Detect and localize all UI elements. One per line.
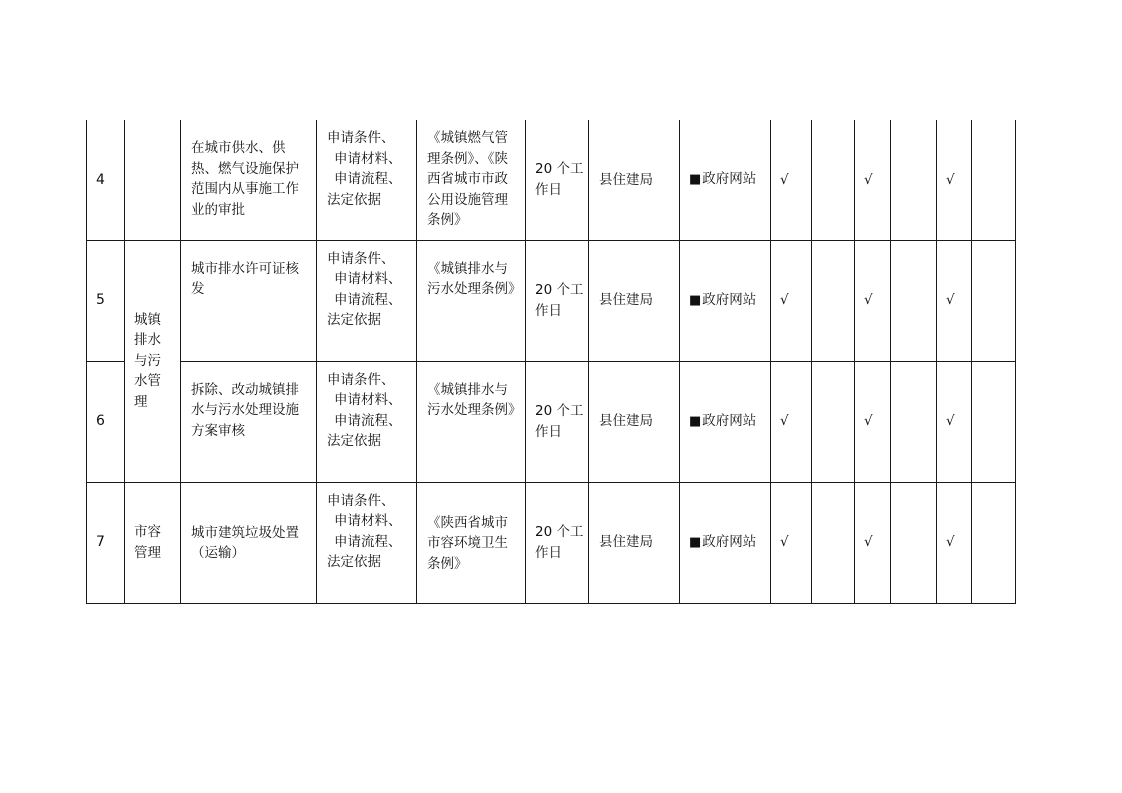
material-line: 申请条件、 bbox=[327, 371, 395, 388]
material-line: 申请流程、 bbox=[334, 171, 402, 187]
checkmark-a: √ bbox=[771, 482, 812, 603]
checkmark-b: √ bbox=[855, 361, 891, 482]
channel: 政府网站 bbox=[702, 291, 757, 308]
material-line: 申请流程、 bbox=[334, 291, 402, 308]
material-line: 法定依据 bbox=[327, 312, 381, 328]
empty-cell bbox=[891, 361, 937, 482]
materials-cell bbox=[317, 240, 417, 361]
channel-cell bbox=[680, 240, 771, 361]
materials-cell bbox=[317, 120, 417, 240]
legal-basis-cell bbox=[417, 482, 526, 603]
legal-basis: 《城镇排水与污水处理条例》 bbox=[427, 260, 522, 297]
checkmark-a: √ bbox=[771, 240, 812, 361]
row-number: 7 bbox=[87, 482, 125, 603]
category-label: 市容管理 bbox=[134, 524, 161, 561]
legal-basis-cell bbox=[417, 120, 526, 240]
item-name: 城市排水许可证核发 bbox=[191, 260, 299, 297]
empty-cell bbox=[812, 240, 855, 361]
filled-square-icon: ■ bbox=[689, 413, 702, 429]
category-label: 城镇排水与污水管理 bbox=[134, 311, 161, 410]
material-line: 申请条件、 bbox=[327, 250, 395, 267]
materials-cell bbox=[317, 361, 417, 482]
time-limit: 20 个工作日 bbox=[526, 361, 589, 482]
material-line: 申请条件、 bbox=[327, 492, 395, 509]
table-row bbox=[87, 361, 1016, 482]
empty-cell bbox=[972, 361, 1016, 482]
time-limit: 20 个工作日 bbox=[526, 240, 589, 361]
legal-basis: 《城镇排水与污水处理条例》 bbox=[427, 381, 522, 418]
checkmark-c: √ bbox=[937, 240, 972, 361]
empty-cell bbox=[972, 120, 1016, 240]
channel-cell bbox=[680, 482, 771, 603]
table-row bbox=[87, 240, 1016, 361]
checkmark-c: √ bbox=[937, 120, 972, 240]
department: 县住建局 bbox=[589, 240, 680, 361]
category-cell bbox=[125, 120, 181, 240]
item-name: 在城市供水、供热、燃气设施保护范围内从事施工作业的审批 bbox=[191, 140, 299, 218]
checkmark-a: √ bbox=[771, 120, 812, 240]
material-line: 申请流程、 bbox=[334, 412, 402, 429]
filled-square-icon: ■ bbox=[689, 292, 702, 308]
checkmark-c: √ bbox=[937, 361, 972, 482]
item-name: 城市建筑垃圾处置（运输） bbox=[191, 524, 299, 561]
material-line: 申请材料、 bbox=[334, 513, 402, 529]
materials-cell bbox=[317, 482, 417, 603]
department: 县住建局 bbox=[589, 482, 680, 603]
channel: 政府网站 bbox=[702, 412, 757, 429]
empty-cell bbox=[891, 482, 937, 603]
filled-square-icon: ■ bbox=[689, 172, 702, 187]
item-name-cell bbox=[181, 120, 317, 240]
empty-cell bbox=[812, 482, 855, 603]
category-cell bbox=[125, 482, 181, 603]
legal-basis-cell bbox=[417, 240, 526, 361]
material-line: 申请材料、 bbox=[334, 150, 402, 167]
material-line: 申请条件、 bbox=[327, 130, 395, 146]
empty-cell bbox=[812, 120, 855, 240]
material-line: 法定依据 bbox=[327, 191, 381, 208]
channel-cell bbox=[680, 120, 771, 240]
empty-cell bbox=[891, 120, 937, 240]
material-line: 申请流程、 bbox=[334, 533, 402, 550]
table-row bbox=[87, 120, 1016, 240]
public-service-table bbox=[86, 120, 1016, 604]
row-number: 4 bbox=[87, 120, 125, 240]
time-limit: 20 个工作日 bbox=[526, 120, 589, 240]
channel: 政府网站 bbox=[702, 171, 757, 187]
item-name: 拆除、改动城镇排水与污水处理设施方案审核 bbox=[191, 381, 299, 439]
material-line: 申请材料、 bbox=[334, 392, 402, 408]
table-row bbox=[87, 482, 1016, 603]
department: 县住建局 bbox=[589, 361, 680, 482]
empty-cell bbox=[972, 482, 1016, 603]
row-number: 5 bbox=[87, 240, 125, 361]
channel: 政府网站 bbox=[702, 533, 757, 550]
checkmark-b: √ bbox=[855, 120, 891, 240]
department: 县住建局 bbox=[589, 120, 680, 240]
legal-basis: 《陕西省城市市容环境卫生条例》 bbox=[427, 514, 508, 572]
item-name-cell bbox=[181, 482, 317, 603]
checkmark-b: √ bbox=[855, 482, 891, 603]
checkmark-a: √ bbox=[771, 361, 812, 482]
checkmark-b: √ bbox=[855, 240, 891, 361]
filled-square-icon: ■ bbox=[689, 534, 702, 550]
item-name-cell bbox=[181, 240, 317, 361]
material-line: 申请材料、 bbox=[334, 271, 402, 287]
legal-basis-cell bbox=[417, 361, 526, 482]
item-name-cell bbox=[181, 361, 317, 482]
empty-cell bbox=[972, 240, 1016, 361]
material-line: 法定依据 bbox=[327, 433, 381, 449]
time-limit: 20 个工作日 bbox=[526, 482, 589, 603]
material-line: 法定依据 bbox=[327, 554, 381, 570]
empty-cell bbox=[812, 361, 855, 482]
channel-cell bbox=[680, 361, 771, 482]
row-number: 6 bbox=[87, 361, 125, 482]
legal-basis: 《城镇燃气管理条例》、《陕西省城市市政公用设施管理条例》 bbox=[427, 130, 508, 228]
checkmark-c: √ bbox=[937, 482, 972, 603]
category-cell bbox=[125, 240, 181, 482]
empty-cell bbox=[891, 240, 937, 361]
